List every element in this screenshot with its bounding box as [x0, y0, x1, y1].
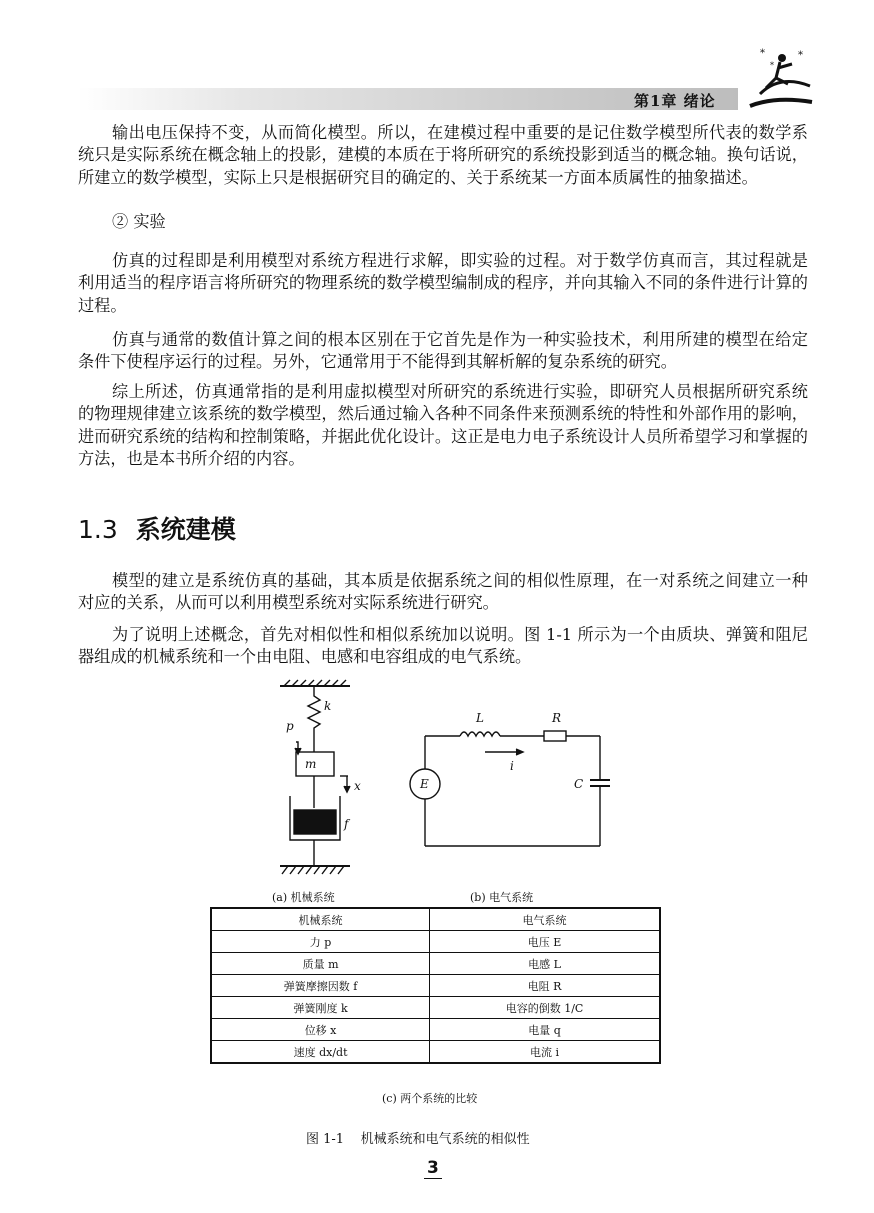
paragraph-modeling-basis: 模型的建立是系统仿真的基础，其本质是依据系统之间的相似性原理，在一对系统之间建立一种对应的关系，从而可以利用模型系统对实际系统进行研究。 — [78, 571, 808, 613]
table-cell: 质量 m — [211, 953, 430, 975]
table-cell: 电量 q — [430, 1019, 660, 1041]
label-E: E — [420, 777, 429, 791]
header-electrical: 电气系统 — [430, 908, 660, 931]
table-row — [211, 997, 660, 1019]
label-x: x — [354, 779, 361, 793]
table-cell: 电容的倒数 1/C — [430, 997, 660, 1019]
label-f: f — [344, 817, 349, 831]
table-cell: 位移 x — [211, 1019, 430, 1041]
label-i: i — [510, 759, 514, 773]
table-header-row — [211, 908, 660, 931]
table-row — [211, 975, 660, 997]
paragraph-simulation-difference: 仿真与通常的数值计算之间的根本区别在于它首先是作为一种实验技术，利用所建的模型在给定条件下使程序运行的过程。另外，它通常用于不能得到其解析解的复杂系统的研究。 — [78, 330, 808, 372]
paragraph-intro: 输出电压保持不变，从而简化模型。所以，在建模过程中重要的是记住数学模型所代表的数学系统只是实际系统在概念轴上的投影，建模的本质在于将所研究的系统投影到适当的概念轴。换句话说，所建立的数学模型，实际上只是根据研究目的确定的、关于系统某一方面本质属性的抽象描述。 — [78, 123, 808, 187]
heading-experiment: ② 实验 — [112, 212, 166, 231]
table-cell: 弹簧刚度 k — [211, 997, 430, 1019]
caption-comparison: (c) 两个系统的比较 — [382, 1092, 478, 1105]
table-cell: 电感 L — [430, 953, 660, 975]
table-row — [211, 1019, 660, 1041]
section-title: 系统建模 — [135, 515, 236, 544]
table-row — [211, 953, 660, 975]
paragraph-similarity: 为了说明上述概念，首先对相似性和相似系统加以说明。图 1-1 所示为一个由质块、弹簧和阻尼器组成的机械系统和一个由电阻、电感和电容组成的电气系统。 — [78, 625, 808, 667]
comparison-table — [210, 907, 661, 1064]
table-cell: 电压 E — [430, 931, 660, 953]
table-cell: 电流 i — [430, 1041, 660, 1064]
table-cell: 弹簧摩擦因数 f — [211, 975, 430, 997]
label-L: L — [476, 711, 484, 725]
svg-text:*: * — [760, 48, 765, 59]
paragraph-summary: 综上所述，仿真通常指的是利用虚拟模型对所研究的系统进行实验，即研究人员根据所研究系统的物理规律建立该系统的数学模型，然后通过输入各种不同条件来预测系统的特性和外部作用的影响，进而研究系统的结构和控制策略，并据此优化设计。这正是电力电子系统设计人员所希望学习和掌握的方法，也是本书所介绍的内容。 — [78, 382, 808, 469]
section-heading — [78, 510, 236, 546]
figure-title: 图 1-1 机械系统和电气系统的相似性 — [306, 1132, 530, 1147]
section-number: 1.3 — [78, 515, 118, 544]
table-cell: 电阻 R — [430, 975, 660, 997]
label-m: m — [305, 757, 317, 771]
caption-mechanical: (a) 机械系统 — [272, 891, 335, 904]
svg-text:*: * — [798, 50, 803, 61]
label-C: C — [574, 777, 584, 791]
table-row — [211, 1041, 660, 1064]
figure-diagrams — [260, 678, 620, 883]
header-mechanical: 机械系统 — [211, 908, 430, 931]
table-cell: 力 p — [211, 931, 430, 953]
mechanical-system-diagram — [280, 680, 350, 874]
caption-electrical: (b) 电气系统 — [470, 891, 534, 904]
page-number: 3 — [424, 1158, 442, 1179]
label-R: R — [552, 711, 562, 725]
svg-text:*: * — [770, 61, 774, 70]
paragraph-simulation-process: 仿真的过程即是利用模型对系统方程进行求解，即实验的过程。对于数学仿真而言，其过程就是利用适当的程序语言将所研究的物理系统的数学模型编制成的程序，并向其输入不同的条件进行计算的过程。 — [78, 251, 808, 315]
label-k: k — [324, 699, 332, 713]
table-row — [211, 931, 660, 953]
chapter-header: 第1章 绪论 — [634, 92, 716, 110]
label-p: p — [286, 719, 294, 733]
running-figure-logo — [740, 44, 820, 114]
table-cell: 速度 dx/dt — [211, 1041, 430, 1064]
